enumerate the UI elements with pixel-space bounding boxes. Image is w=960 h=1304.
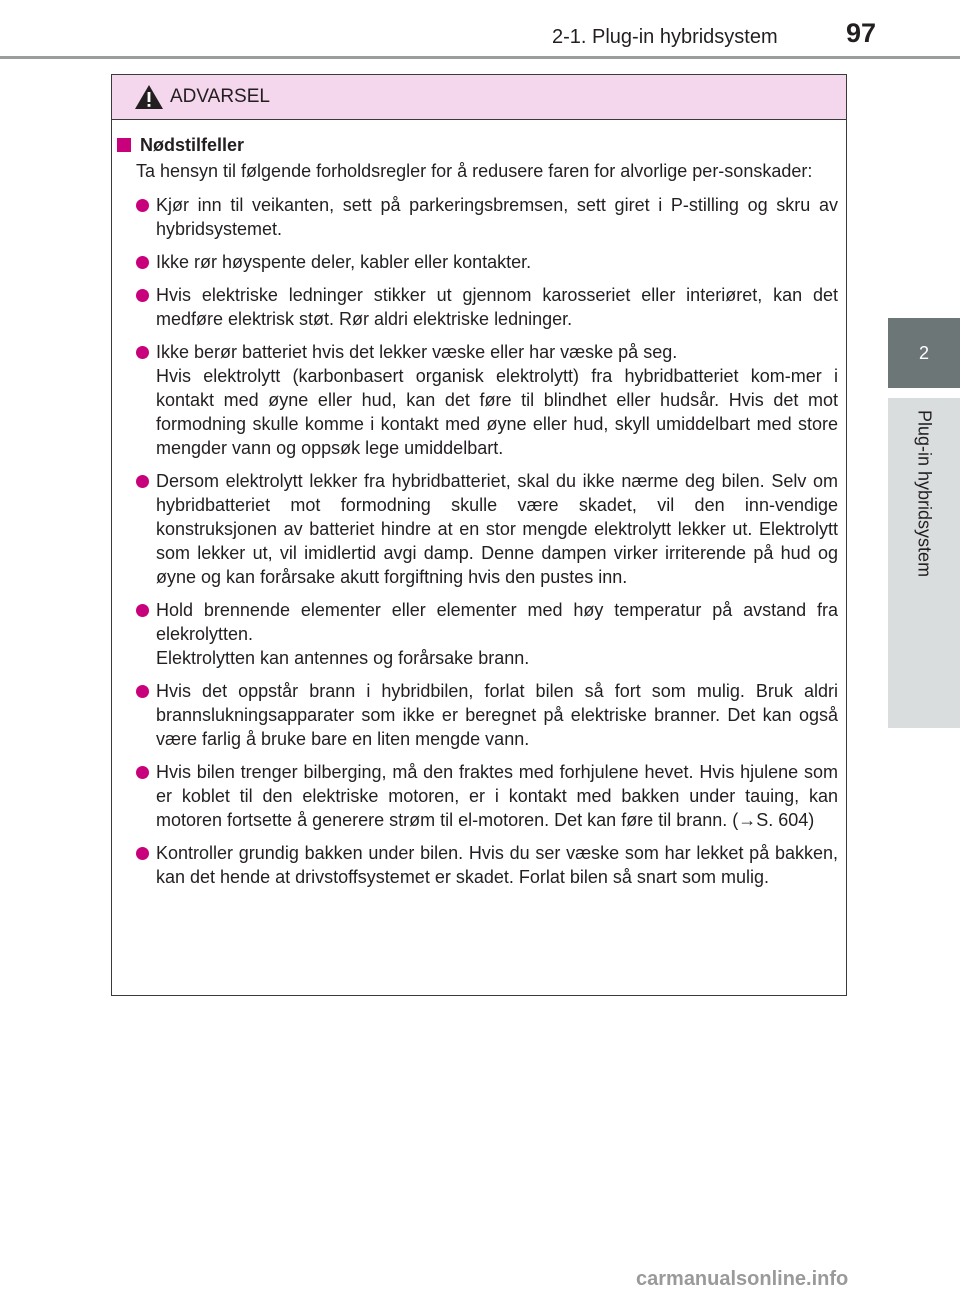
- list-item: [156, 469, 838, 589]
- section-heading: [112, 133, 846, 157]
- round-bullet-icon: [136, 346, 149, 359]
- intro-text: Ta hensyn til følgende forholdsregler for å redusere faren for alvorlige per-sonskader:: [136, 161, 813, 181]
- footer-watermark: carmanualsonline.info: [636, 1268, 849, 1290]
- list-item-text: Ikke berør batteriet hvis det lekker væske eller har væske på seg.: [156, 342, 678, 362]
- list-item-text: Dersom elektrolytt lekker fra hybridbatteriet, skal du ikke nærme deg bilen. Selv om hybridbatteriet mot formodning skulle være skadet, vil den inn-vendige konstruksjonen av batteriet hindre at en stor mengde elektrolytt lekker ut. Elektrolytt som lekker ut, vil imidlertid avgi damp. Denne dampen virker irriterende på hud og øyne og kan forårsake akutt forgiftning hvis den pustes inn.: [156, 471, 838, 587]
- round-bullet-icon: [136, 256, 149, 269]
- chapter-tab: [888, 318, 960, 388]
- page-number: 97: [846, 18, 877, 48]
- list-item-text: Elektrolytten kan antennes og forårsake brann.: [156, 648, 530, 668]
- list-item: [156, 340, 838, 460]
- square-bullet-icon: [117, 138, 131, 152]
- round-bullet-icon: [136, 847, 149, 860]
- warning-content: [112, 133, 846, 898]
- list-item-text: Hold brennende elementer eller elementer med høy temperatur på avstand fra elekrolytten.: [156, 600, 838, 644]
- warning-list: [112, 193, 846, 889]
- list-item: [156, 760, 838, 832]
- warning-box: [111, 74, 847, 996]
- list-item-text: Hvis elektrolytt (karbonbasert organisk elektrolytt) fra hybridbatteriet kom-mer i kontakt med øyne eller hud, kan det føre til blindhet eller hudsår. Hvis det mot formodning skulle komme i kontakt med øyne eller hud, skyll umiddelbart med store mengder vann og oppsøk lege umiddelbart.: [156, 366, 838, 458]
- list-item: [156, 250, 838, 274]
- list-item: [156, 193, 838, 241]
- round-bullet-icon: [136, 475, 149, 488]
- list-item: [156, 841, 838, 889]
- warning-title: ADVARSEL: [170, 86, 270, 107]
- section-heading-text: Nødstilfeller: [140, 135, 245, 155]
- list-item: [156, 283, 838, 331]
- list-item-text: Kontroller grundig bakken under bilen. Hvis du ser væske som har lekket på bakken, kan det hende at drivstoffsystemet er skadet. Forlat bilen så snart som mulig.: [156, 843, 838, 887]
- list-item-text: Hvis det oppstår brann i hybridbilen, forlat bilen så fort som mulig. Bruk aldri brannslukningsapparater som ikke er beregnet på elektriske branner. Det kan også være farlig å bruke bare en liten mengde vann.: [156, 681, 838, 749]
- list-item-text: Ikke rør høyspente deler, kabler eller kontakter.: [156, 252, 532, 272]
- section-title: 2-1. Plug-in hybridsystem: [552, 26, 778, 48]
- list-item: [156, 679, 838, 751]
- list-item: [156, 598, 838, 670]
- chapter-title: Plug-in hybridsystem: [914, 410, 935, 578]
- round-bullet-icon: [136, 199, 149, 212]
- chapter-number: 2: [918, 342, 929, 363]
- round-bullet-icon: [136, 604, 149, 617]
- header-divider: [0, 56, 960, 59]
- list-item-text: Hvis elektriske ledninger stikker ut gjennom karosseriet eller interiøret, kan det medføre elektrisk støt. Rør aldri elektriske ledninger.: [156, 285, 838, 329]
- round-bullet-icon: [136, 766, 149, 779]
- warning-triangle-icon: [134, 84, 164, 110]
- list-item-text: Kjør inn til veikanten, sett på parkeringsbremsen, sett giret i P-stilling og skru av hybridsystemet.: [156, 195, 838, 239]
- round-bullet-icon: [136, 685, 149, 698]
- warning-header: [112, 75, 846, 120]
- list-item-text: Hvis bilen trenger bilberging, må den fraktes med forhjulene hevet. Hvis hjulene som er koblet til den elektriske motoren, er i kontakt med bakken under tauing, kan motoren fortsette å generere strøm til el-motoren. Det kan føre til brann. (→S. 604): [156, 762, 838, 830]
- round-bullet-icon: [136, 289, 149, 302]
